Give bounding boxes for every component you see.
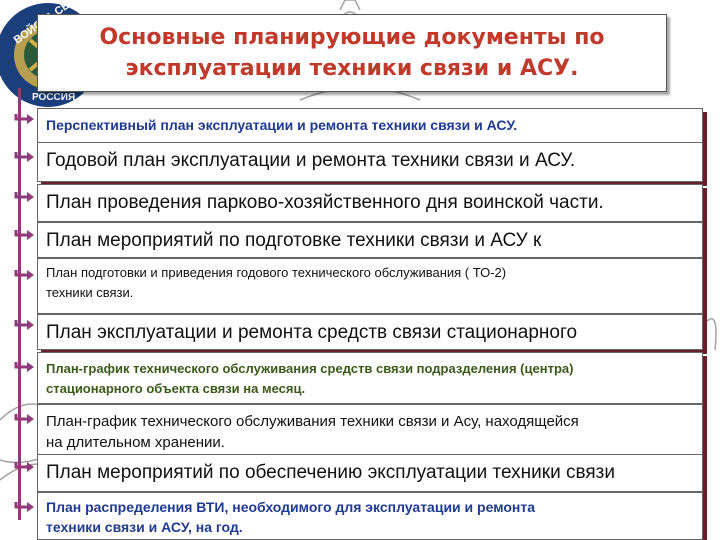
list-item-7 xyxy=(37,352,703,404)
item-text-line-2: стационарного объекта связи на месяц. xyxy=(46,381,306,396)
item-text: Перспективный план эксплуатации и ремонта техники связи и АСУ. xyxy=(46,117,518,133)
page-title xyxy=(99,22,604,84)
list-item-9 xyxy=(37,454,703,492)
list-item-6 xyxy=(37,314,703,350)
list-item-8 xyxy=(37,404,703,456)
item-text-line-1: План подготовки и приведения годового технического обслуживания ( ТО-2) xyxy=(46,265,507,280)
list-item-5 xyxy=(37,258,703,314)
item-text: План проведения парково-хозяйственного дня воинской части. xyxy=(46,192,604,213)
list-item-2 xyxy=(37,142,703,182)
title-line-1: Основные планирующие документы по xyxy=(99,25,605,50)
item-text: План эксплуатации и ремонта средств связи стационарного xyxy=(46,322,578,343)
arrow-icon xyxy=(14,268,36,282)
list-item-10 xyxy=(37,492,703,540)
emblem-country-text: РОССИЯ xyxy=(32,92,76,103)
title-box xyxy=(37,14,667,92)
emblem-ring-text: ВОЙСКА СВЯЗИ xyxy=(11,0,91,47)
arrow-icon xyxy=(14,318,36,332)
item-text: План мероприятий по подготовке техники связи и АСУ к xyxy=(46,230,542,251)
list-item-3 xyxy=(37,184,703,222)
arrow-icon xyxy=(14,412,36,426)
arrow-icon xyxy=(14,112,36,126)
item-text-line-2: техники связи. xyxy=(46,285,134,300)
arrow-icon xyxy=(14,360,36,374)
arrow-icon xyxy=(14,500,36,514)
item-text-line-1: План-график технического обслуживания техники связи и Асу, находящейся xyxy=(46,413,579,430)
list-item-4 xyxy=(37,222,703,258)
title-line-2: эксплуатации техники связи и АСУ. xyxy=(125,56,579,81)
item-text-line-1: План-график технического обслуживания средств связи подразделения (центра) xyxy=(46,361,574,376)
item-text-line-1: План распределения ВТИ, необходимого для эксплуатации и ремонта xyxy=(46,499,536,515)
item-text: Годовой план эксплуатации и ремонта техники связи и АСУ. xyxy=(46,150,576,171)
item-text-line-2: техники связи и АСУ, на год. xyxy=(46,519,243,535)
arrow-icon xyxy=(14,228,36,242)
arrow-icon xyxy=(14,150,36,164)
item-text-line-2: на длительном хранении. xyxy=(46,434,225,451)
item-text: План мероприятий по обеспечению эксплуатации техники связи xyxy=(46,462,615,483)
arrow-icon xyxy=(14,190,36,204)
arrow-icon xyxy=(14,460,36,474)
